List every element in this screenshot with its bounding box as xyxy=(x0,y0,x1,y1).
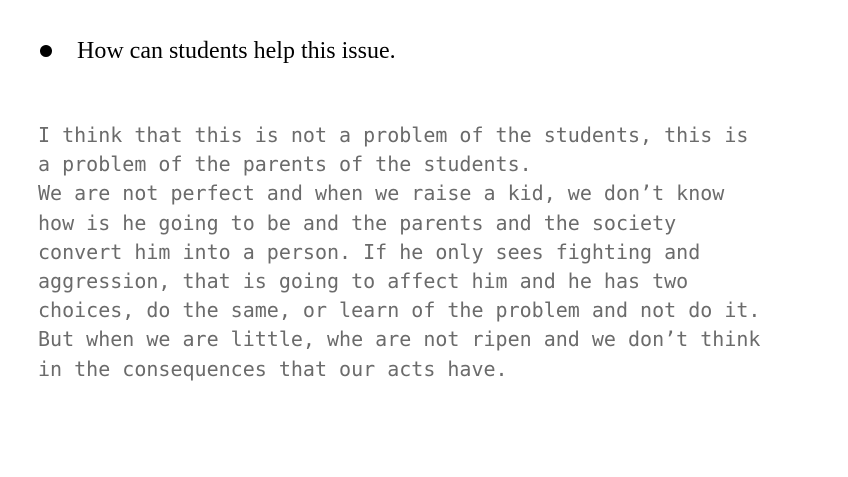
answer-line: But when we are little, whe are not ripen and we don’t think xyxy=(38,327,761,352)
answer-line: aggression, that is going to affect him and he has two xyxy=(38,269,689,294)
question-text: How can students help this issue. xyxy=(77,38,396,64)
answer-line: in the consequences that our acts have. xyxy=(38,356,508,381)
question-list xyxy=(40,35,396,67)
answer-paragraph xyxy=(38,121,838,384)
bullet-dot-icon xyxy=(40,45,52,57)
answer-line: I think that this is not a problem of the students, this is xyxy=(38,123,749,147)
question-bullet-item xyxy=(40,35,396,67)
answer-line: a problem of the parents of the students. xyxy=(38,152,532,177)
answer-line: We are not perfect and when we raise a kid, we don’t know xyxy=(38,181,725,206)
answer-line: choices, do the same, or learn of the problem and not do it. xyxy=(38,298,761,323)
answer-line: convert him into a person. If he only sees fighting and xyxy=(38,239,701,264)
answer-line: how is he going to be and the parents and the society xyxy=(38,210,677,235)
